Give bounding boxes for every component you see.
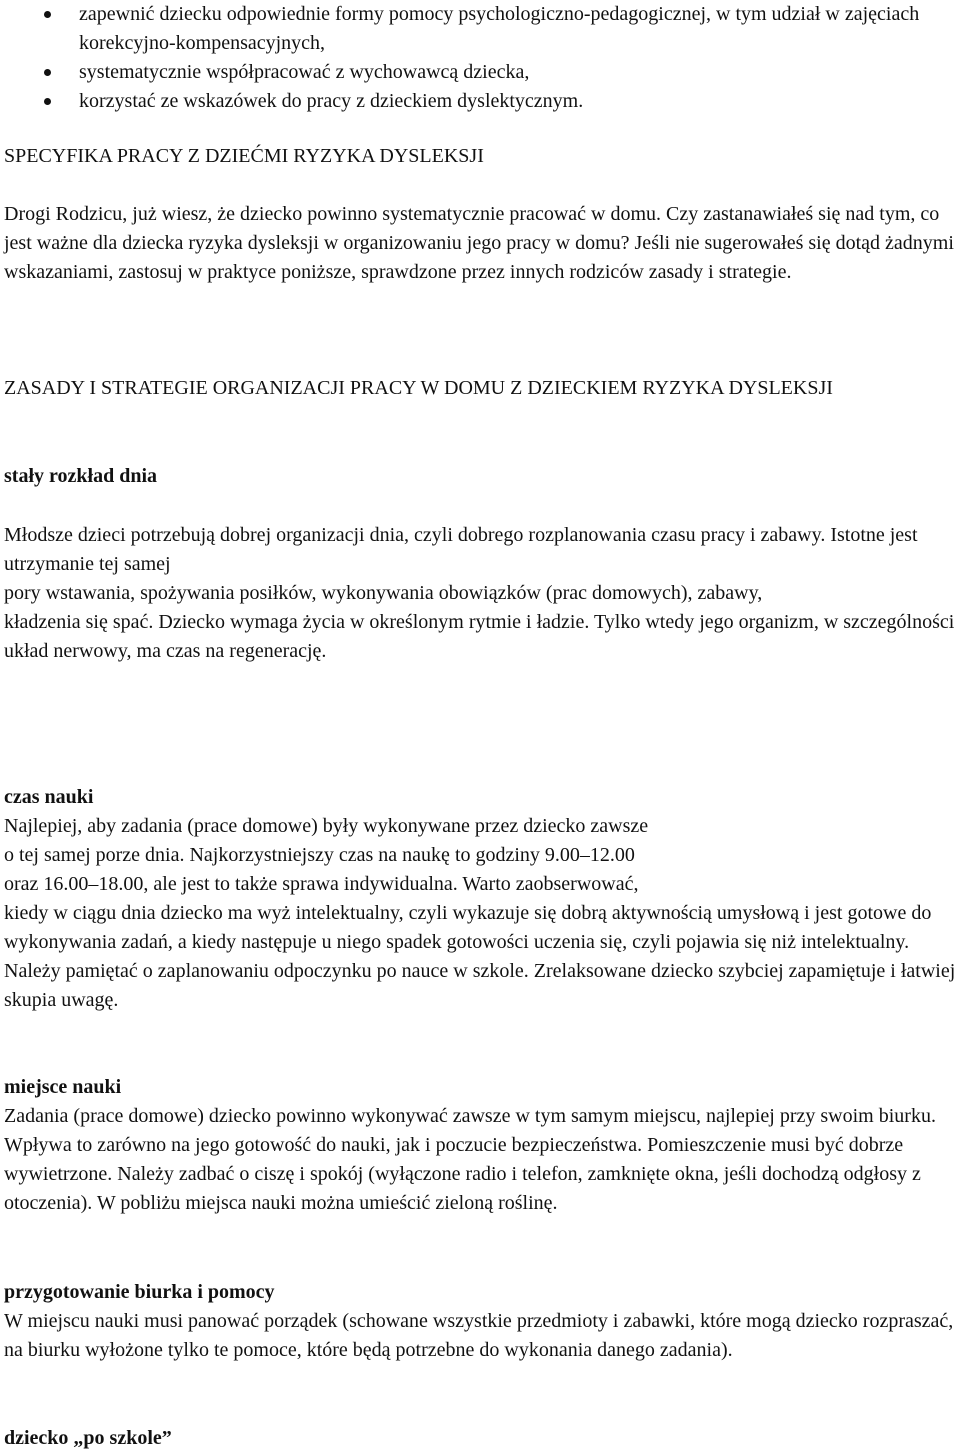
paragraph-rozklad-dnia xyxy=(4,521,956,666)
text-line: Najlepiej, aby zadania (prace domowe) były wykonywane przez dziecko zawsze xyxy=(4,815,649,837)
list-item: korzystać ze wskazówek do pracy z dzieckiem dyslektycznym. xyxy=(4,87,956,116)
paragraph-miejsce-nauki xyxy=(4,1102,956,1218)
subheading-przygotowanie-biurka: przygotowanie biurka i pomocy xyxy=(4,1281,275,1303)
text-line: oraz 16.00–18.00, ale jest to także sprawa indywidualna. Warto zaobserwować, xyxy=(4,873,639,895)
subheading-miejsce-nauki: miejsce nauki xyxy=(4,1076,122,1098)
bullet-icon xyxy=(44,98,51,105)
section-heading-zasady: ZASADY I STRATEGIE ORGANIZACJI PRACY W DOMU Z DZIECKIEM RYZYKA DYSLEKSJI xyxy=(4,377,833,399)
paragraph-czas-nauki xyxy=(4,812,956,1015)
text-line: o tej samej porze dnia. Najkorzystniejszy czas na naukę to godziny 9.00–12.00 xyxy=(4,844,635,866)
subheading-po-szkole: dziecko „po szkole” xyxy=(4,1427,172,1449)
list-item: systematycznie współpracować z wychowawcą dziecka, xyxy=(4,58,956,87)
text-line: pory wstawania, spożywania posiłków, wykonywania obowiązków (prac domowych), zabawy, xyxy=(4,582,763,604)
text-line: Zadania (prace domowe) dziecko powinno wykonywać zawsze w tym samym miejscu, najlepiej przy swoim biurku. Wpływa to zarówno na jego gotowość do nauki, jak i poczucie bezpieczeństwa. Pomieszczenie musi być dobrze wywietrzone. Należy zadbać o ciszę i spokój (wyłączone radio i telefon, zamknięte okna, jeśli dochodzą odgłosy z otoczenia). W pobliżu miejsca nauki można umieścić zieloną roślinę. xyxy=(4,1105,936,1214)
recommendation-list xyxy=(4,0,956,116)
text-line: W miejscu nauki musi panować porządek (schowane wszystkie przedmioty i zabawki, które mogą dziecko rozpraszać, na biurku wyłożone tylko te pomoce, które będą potrzebne do wykonania danego zadania). xyxy=(4,1310,954,1361)
intro-paragraph: Drogi Rodzicu, już wiesz, że dziecko powinno systematycznie pracować w domu. Czy zastanawiałeś się nad tym, co jest ważne dla dziecka ryzyka dysleksji w organizowaniu jego pracy w domu? Jeśli nie sugerowałeś się dotąd żadnymi wskazaniami, zastosuj w praktyce poniższe, sprawdzone przez innych rodziców zasady i strategie. xyxy=(4,203,954,283)
text-line: kiedy w ciągu dnia dziecko ma wyż intelektualny, czyli wykazuje się dobrą aktywnością umysłową i jest gotowe do wykonywania zadań, a kiedy następuje u niego spadek gotowości uczenia się, czyli pojawia się niż intelektualny. Należy pamiętać o zaplanowaniu odpoczynku po nauce w szkole. Zrelaksowane dziecko szybciej zapamiętuje i łatwiej skupia uwagę. xyxy=(4,902,956,1011)
subheading-czas-nauki: czas nauki xyxy=(4,786,94,808)
text-line: Młodsze dzieci potrzebują dobrej organizacji dnia, czyli dobrego rozplanowania czasu pracy i zabawy. Istotne jest utrzymanie tej samej xyxy=(4,524,918,575)
text-line: kładzenia się spać. Dziecko wymaga życia w określonym rytmie i ładzie. Tylko wtedy jego organizm, w szczególności układ nerwowy, ma czas na regenerację. xyxy=(4,611,955,662)
subheading-rozklad-dnia: stały rozkład dnia xyxy=(4,465,157,487)
paragraph-przygotowanie-biurka xyxy=(4,1307,956,1365)
bullet-icon xyxy=(44,69,51,76)
bullet-icon xyxy=(44,11,51,18)
list-item: zapewnić dziecku odpowiednie formy pomocy psychologiczno-pedagogicznej, w tym udział w zajęciach korekcyjno-kompensacyjnych, xyxy=(4,0,956,58)
section-heading-specyfika: SPECYFIKA PRACY Z DZIEĆMI RYZYKA DYSLEKSJI xyxy=(4,145,484,167)
